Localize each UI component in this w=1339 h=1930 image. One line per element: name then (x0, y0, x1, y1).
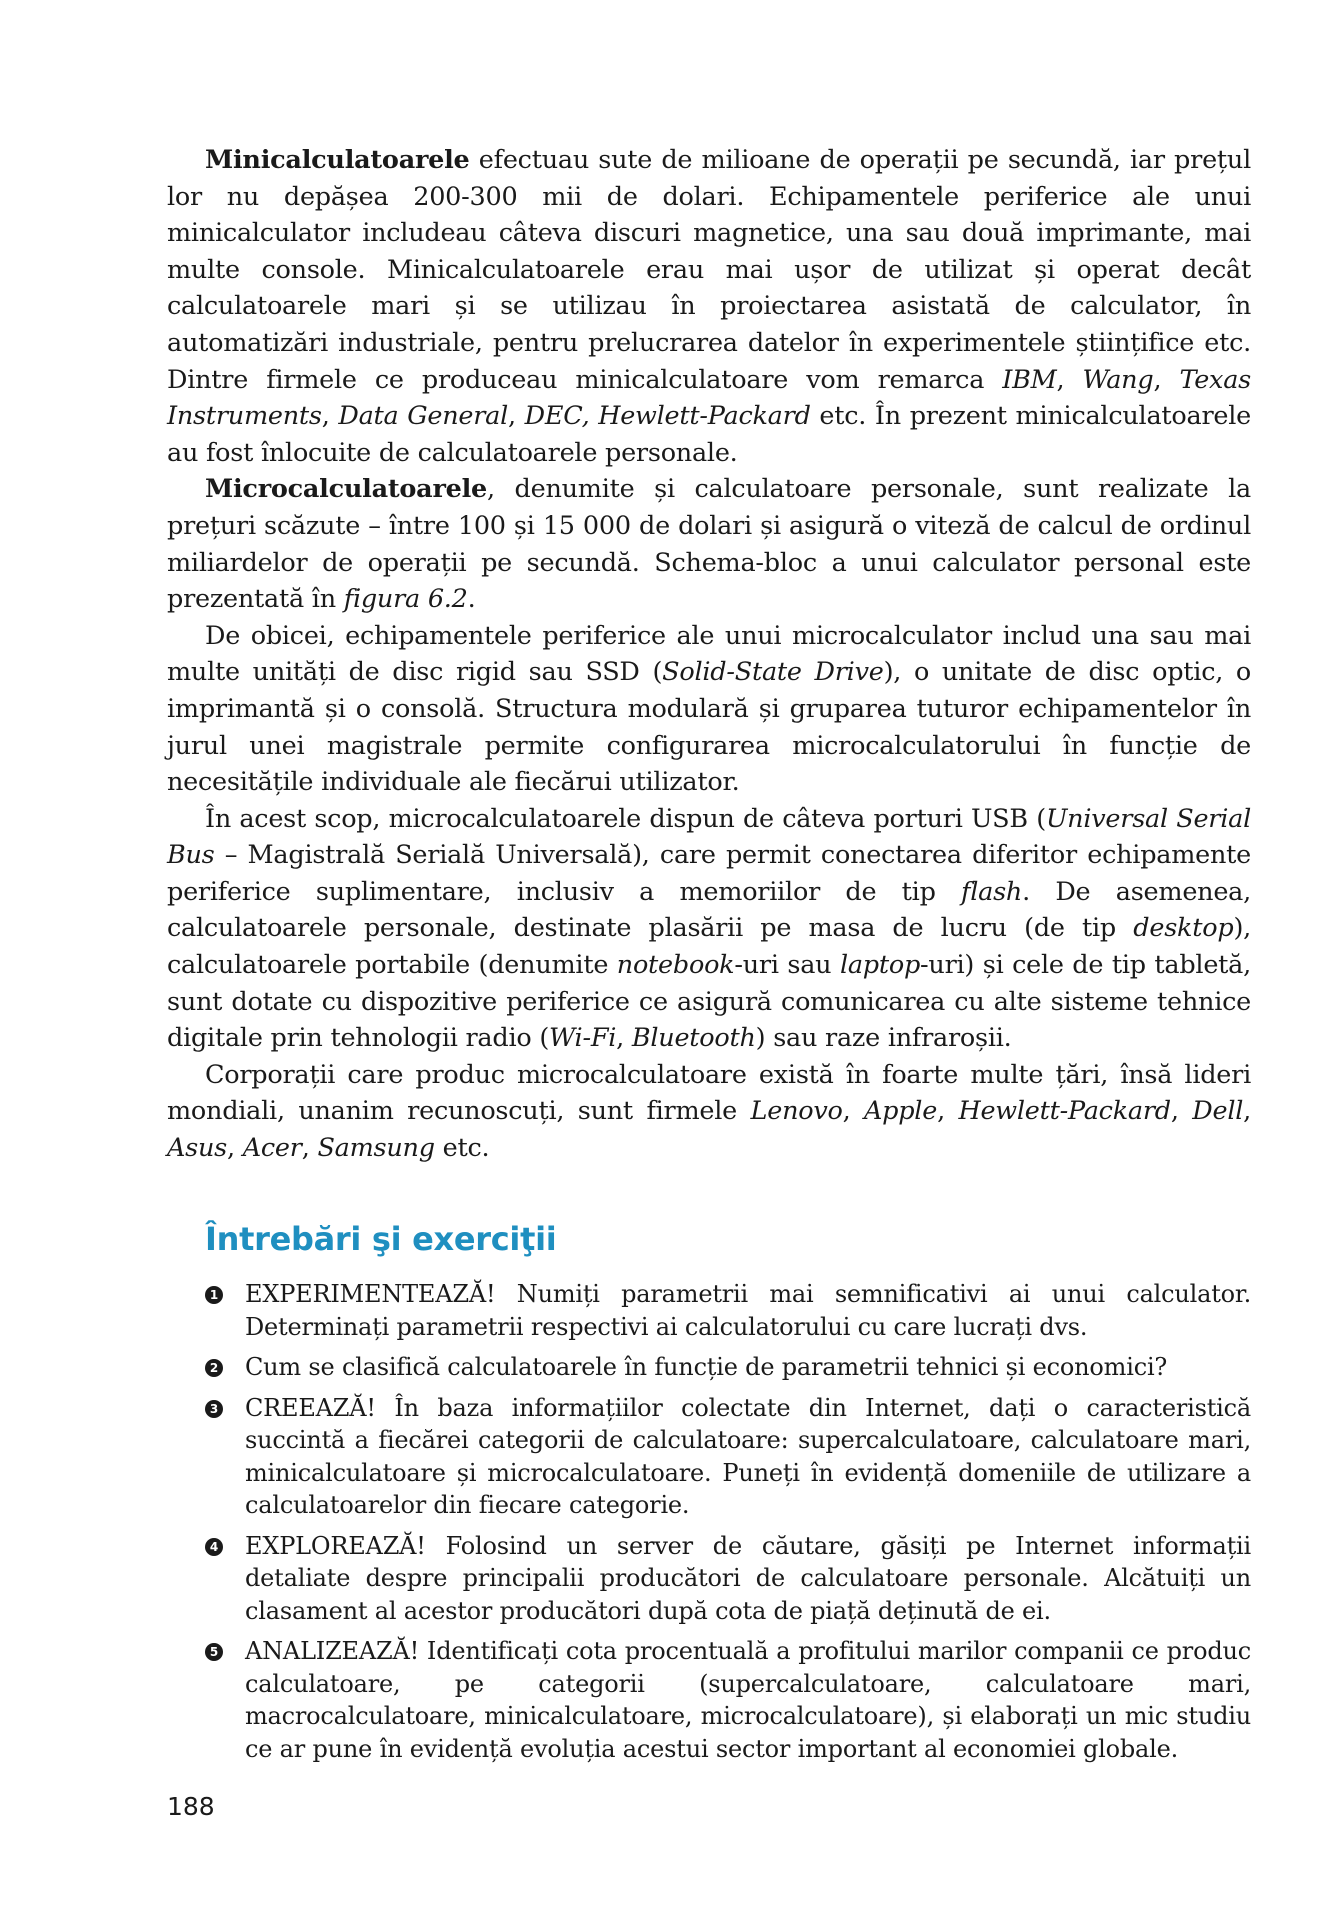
number-badge-icon: 5 (205, 1643, 223, 1661)
question-text: Cum se clasifică calculatoarele în funcție de parametrii tehnici și economici? (245, 1353, 1168, 1381)
questions-list (205, 1278, 1251, 1773)
number-badge-icon: 2 (205, 1359, 223, 1377)
page-number: 188 (167, 1792, 215, 1821)
question-item (205, 1278, 1251, 1343)
figure-reference: figura 6.2 (343, 584, 468, 615)
question-text: CREEAZĂ! În baza informațiilor colectate din Internet, dați o caracteristică succintă a fiecărei categorii de calculatoare: supercalculatoare, calculatoare mari, minicalculatoare și microcalculatoare. Puneți în evidență domeniile de utilizare a calculatoarelor din fiecare categorie. (245, 1393, 1251, 1519)
number-badge-icon: 3 (205, 1400, 223, 1418)
question-item (205, 1351, 1251, 1384)
question-item (205, 1530, 1251, 1628)
term-bold: Microcalculatoarele (205, 474, 488, 505)
question-text: ANALIZEAZĂ! Identificați cota procentuală a profitului marilor companii ce produc calculatoare, pe categorii (supercalculatoare, calculatoare mari, macrocalculatoare, minicalculatoare, microcalculatoare), și elaborați un mic studiu ce ar pune în evidență evoluția acestui sector important al economiei globale. (245, 1637, 1251, 1763)
paragraph-corporatii: Corporații care produc microcalculatoare există în foarte multe țări, însă lideri mondiali, unanim recunoscuți, sunt firmele Lenovo, Apple, Hewlett-Packard, Dell, Asus, Acer, Samsung etc. (167, 1059, 1251, 1164)
question-text: EXPLOREAZĂ! Folosind un server de căutare, găsiți pe Internet informații detaliate despre principalii producători de calculatoare personale. Alcătuiți un clasament al acestor producători după cota de piață deținută de ei. (245, 1531, 1251, 1625)
term-bold: Minicalculatoarele (205, 145, 470, 175)
number-badge-icon: 1 (205, 1286, 223, 1304)
paragraph-microcalculatoare: Microcalculatoarele, denumite și calculatoare personale, sunt realizate la prețuri scăzute – între 100 și 15 000 de dolari și asigură o viteză de calcul de ordinul miliardelor de operații pe secundă. Schema-bloc a unui calculator personal este prezentată în figura 6.2. (167, 474, 1251, 615)
number-badge-icon: 4 (205, 1538, 223, 1556)
question-item (205, 1635, 1251, 1765)
question-text: EXPERIMENTEAZĂ! Numiți parametrii mai semnificativi ai unui calculator. Determinați parametrii respectivi ai calculatorului cu care lucrați dvs. (245, 1280, 1251, 1341)
paragraph-minicalculatoare: Minicalculatoarele efectuau sute de milioane de operații pe secundă, iar prețul lor nu depășea 200-300 mii de dolari. Echipamentele periferice ale unui minicalculator includeau câteva discuri magnetice, una sau două imprimante, mai multe console. Minicalculatoarele erau mai ușor de utilizat și operat decât calculatoarele mari și se utilizau în proiectarea asistată de calculator, în automatizări industriale, pentru prelucrarea datelor în experimentele științifice etc. Dintre firmele ce produceau minicalculatoare vom remarca IBM, Wang, Texas Instruments, Data General, DEC, Hewlett-Packard etc. În prezent minicalculatoarele au fost înlocuite de calculatoarele personale. (167, 145, 1251, 468)
paragraph-porturi-usb: În acest scop, microcalculatoarele dispun de câteva porturi USB (Universal Serial Bus – Magistrală Serială Universală), care permit conectarea diferitor echipamente periferice suplimentare, inclusiv a memoriilor de tip flash. De asemenea, calculatoarele personale, destinate plasării pe masa de lucru (de tip desktop), calculatoarele portabile (denumite notebook-uri sau laptop-uri) și cele de tip tabletă, sunt dotate cu dispozitive periferice ce asigură comunicarea cu alte sisteme tehnice digitale prin tehnologii radio (Wi-Fi, Bluetooth) sau raze infraroșii. (167, 803, 1251, 1054)
question-item (205, 1392, 1251, 1522)
body-text (167, 142, 1251, 1167)
paragraph-echipamente: De obicei, echipamentele periferice ale unui microcalculator includ una sau mai multe unități de disc rigid sau SSD (Solid-State Drive), o unitate de disc optic, o imprimantă și o consolă. Structura modulară și gruparea tuturor echipamentelor în jurul unei magistrale permite configurarea microcalculatorului în funcție de necesitățile individuale ale fiecărui utilizator. (167, 620, 1251, 798)
section-title: Întrebări şi exerciţii (205, 1220, 557, 1258)
